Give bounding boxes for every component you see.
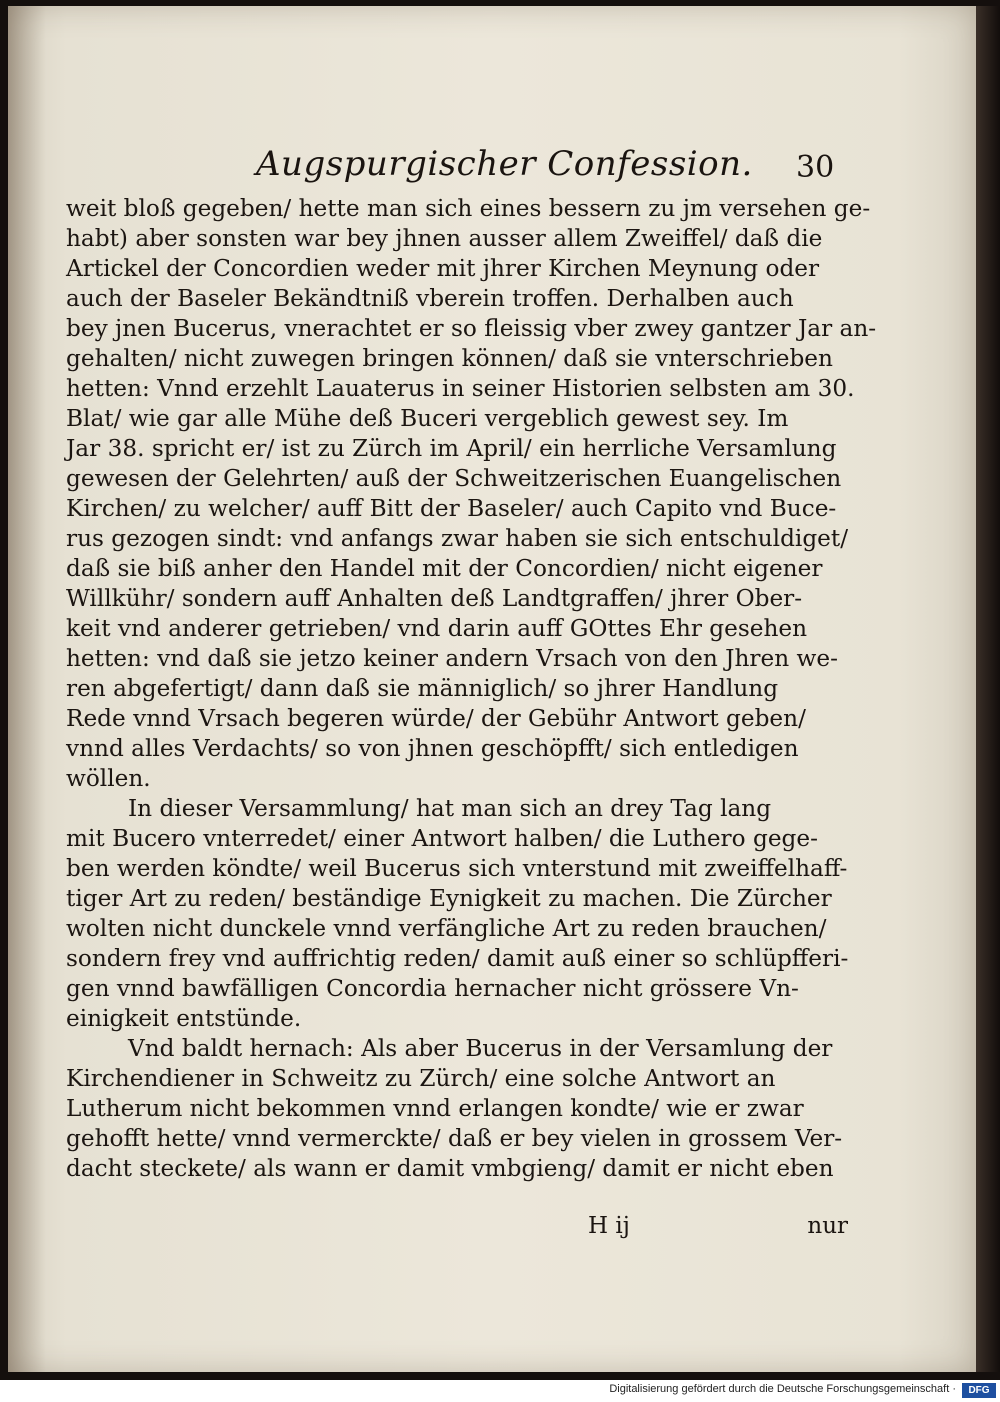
text-line: gehofft hette/ vnnd vermerckte/ daß er bey vielen in grossem Ver- (66, 1125, 843, 1152)
text-line: auch der Baseler Bekändtniß vberein troffen. Derhalben auch (66, 285, 794, 312)
text-line: rus gezogen sindt: vnd anfangs zwar haben sie sich entschuldiget/ (66, 525, 849, 552)
funding-notice: Digitalisierung gefördert durch die Deutsche Forschungsgemeinschaft · (609, 1383, 956, 1395)
text-line: Jar 38. spricht er/ ist zu Zürch im April/ ein herrliche Versamlung (66, 435, 837, 462)
text-line: mit Bucero vnterredet/ einer Antwort halben/ die Luthero gege- (66, 825, 818, 852)
text-line: Artickel der Concordien weder mit jhrer Kirchen Meynung oder (66, 255, 820, 282)
text-line: wöllen. (66, 765, 151, 792)
page-edge (976, 6, 1000, 1372)
paragraph-start-line: In dieser Versammlung/ hat man sich an drey Tag lang (128, 795, 772, 822)
catchwords-line (588, 1213, 848, 1243)
paragraph-start-line: Vnd baldt hernach: Als aber Bucerus in der Versamlung der (128, 1035, 833, 1062)
page-header (256, 144, 856, 184)
text-line: bey jnen Bucerus, vnerachtet er so fleissig vber zwey gantzer Jar an- (66, 315, 877, 342)
text-line: Willkühr/ sondern auff Anhalten deß Landtgraffen/ jhrer Ober- (66, 585, 803, 612)
body-text (66, 194, 877, 1184)
footer-bar (0, 1380, 1000, 1402)
text-line: keit vnd anderer getrieben/ vnd darin auff GOttes Ehr gesehen (66, 615, 808, 642)
text-line: Blat/ wie gar alle Mühe deß Buceri vergeblich gewest sey. Im (66, 405, 789, 432)
text-line: gehalten/ nicht zuwegen bringen können/ daß sie vnterschrieben (66, 345, 833, 372)
text-line: daß sie biß anher den Handel mit der Concordien/ nicht eigener (66, 555, 823, 582)
page-number: 30 (796, 150, 835, 185)
text-line: habt) aber sonsten war bey jhnen ausser allem Zweiffel/ daß die (66, 225, 823, 252)
dfg-logo: DFG (962, 1383, 996, 1398)
text-line: hetten: vnd daß sie jetzo keiner andern Vrsach von den Jhren we- (66, 645, 838, 672)
page-gutter-shadow (8, 6, 46, 1372)
text-line: Rede vnnd Vrsach begeren würde/ der Gebühr Antwort geben/ (66, 705, 806, 732)
text-line: dacht steckete/ als wann er damit vmbgieng/ damit er nicht eben (66, 1155, 834, 1182)
signature-mark: H ij (588, 1213, 630, 1239)
text-line: wolten nicht dunckele vnnd verfängliche Art zu reden brauchen/ (66, 915, 827, 942)
text-line: weit bloß gegeben/ hette man sich eines bessern zu jm versehen ge- (66, 195, 871, 222)
book-page (8, 6, 976, 1372)
text-line: gen vnnd bawfälligen Concordia hernacher nicht grössere Vn- (66, 975, 799, 1002)
text-line: einigkeit entstünde. (66, 1005, 302, 1032)
text-line: Kirchen/ zu welcher/ auff Bitt der Baseler/ auch Capito vnd Buce- (66, 495, 837, 522)
text-line: sondern frey vnd auffrichtig reden/ damit auß einer so schlüpfferi- (66, 945, 849, 972)
running-title: Augspurgischer Confession. (256, 144, 753, 184)
text-line: ren abgefertigt/ dann daß sie männiglich/ so jhrer Handlung (66, 675, 779, 702)
catchword: nur (807, 1213, 848, 1239)
text-line: vnnd alles Verdachts/ so von jhnen geschöpfft/ sich entledigen (66, 735, 799, 762)
text-line: Lutherum nicht bekommen vnnd erlangen kondte/ wie er zwar (66, 1095, 804, 1122)
text-line: gewesen der Gelehrten/ auß der Schweitzerischen Euangelischen (66, 465, 842, 492)
text-line: ben werden köndte/ weil Bucerus sich vnterstund mit zweiffelhaff- (66, 855, 848, 882)
text-line: tiger Art zu reden/ beständige Eynigkeit zu machen. Die Zürcher (66, 885, 832, 912)
text-line: Kirchendiener in Schweitz zu Zürch/ eine solche Antwort an (66, 1065, 776, 1092)
text-line: hetten: Vnnd erzehlt Lauaterus in seiner Historien selbsten am 30. (66, 375, 855, 402)
